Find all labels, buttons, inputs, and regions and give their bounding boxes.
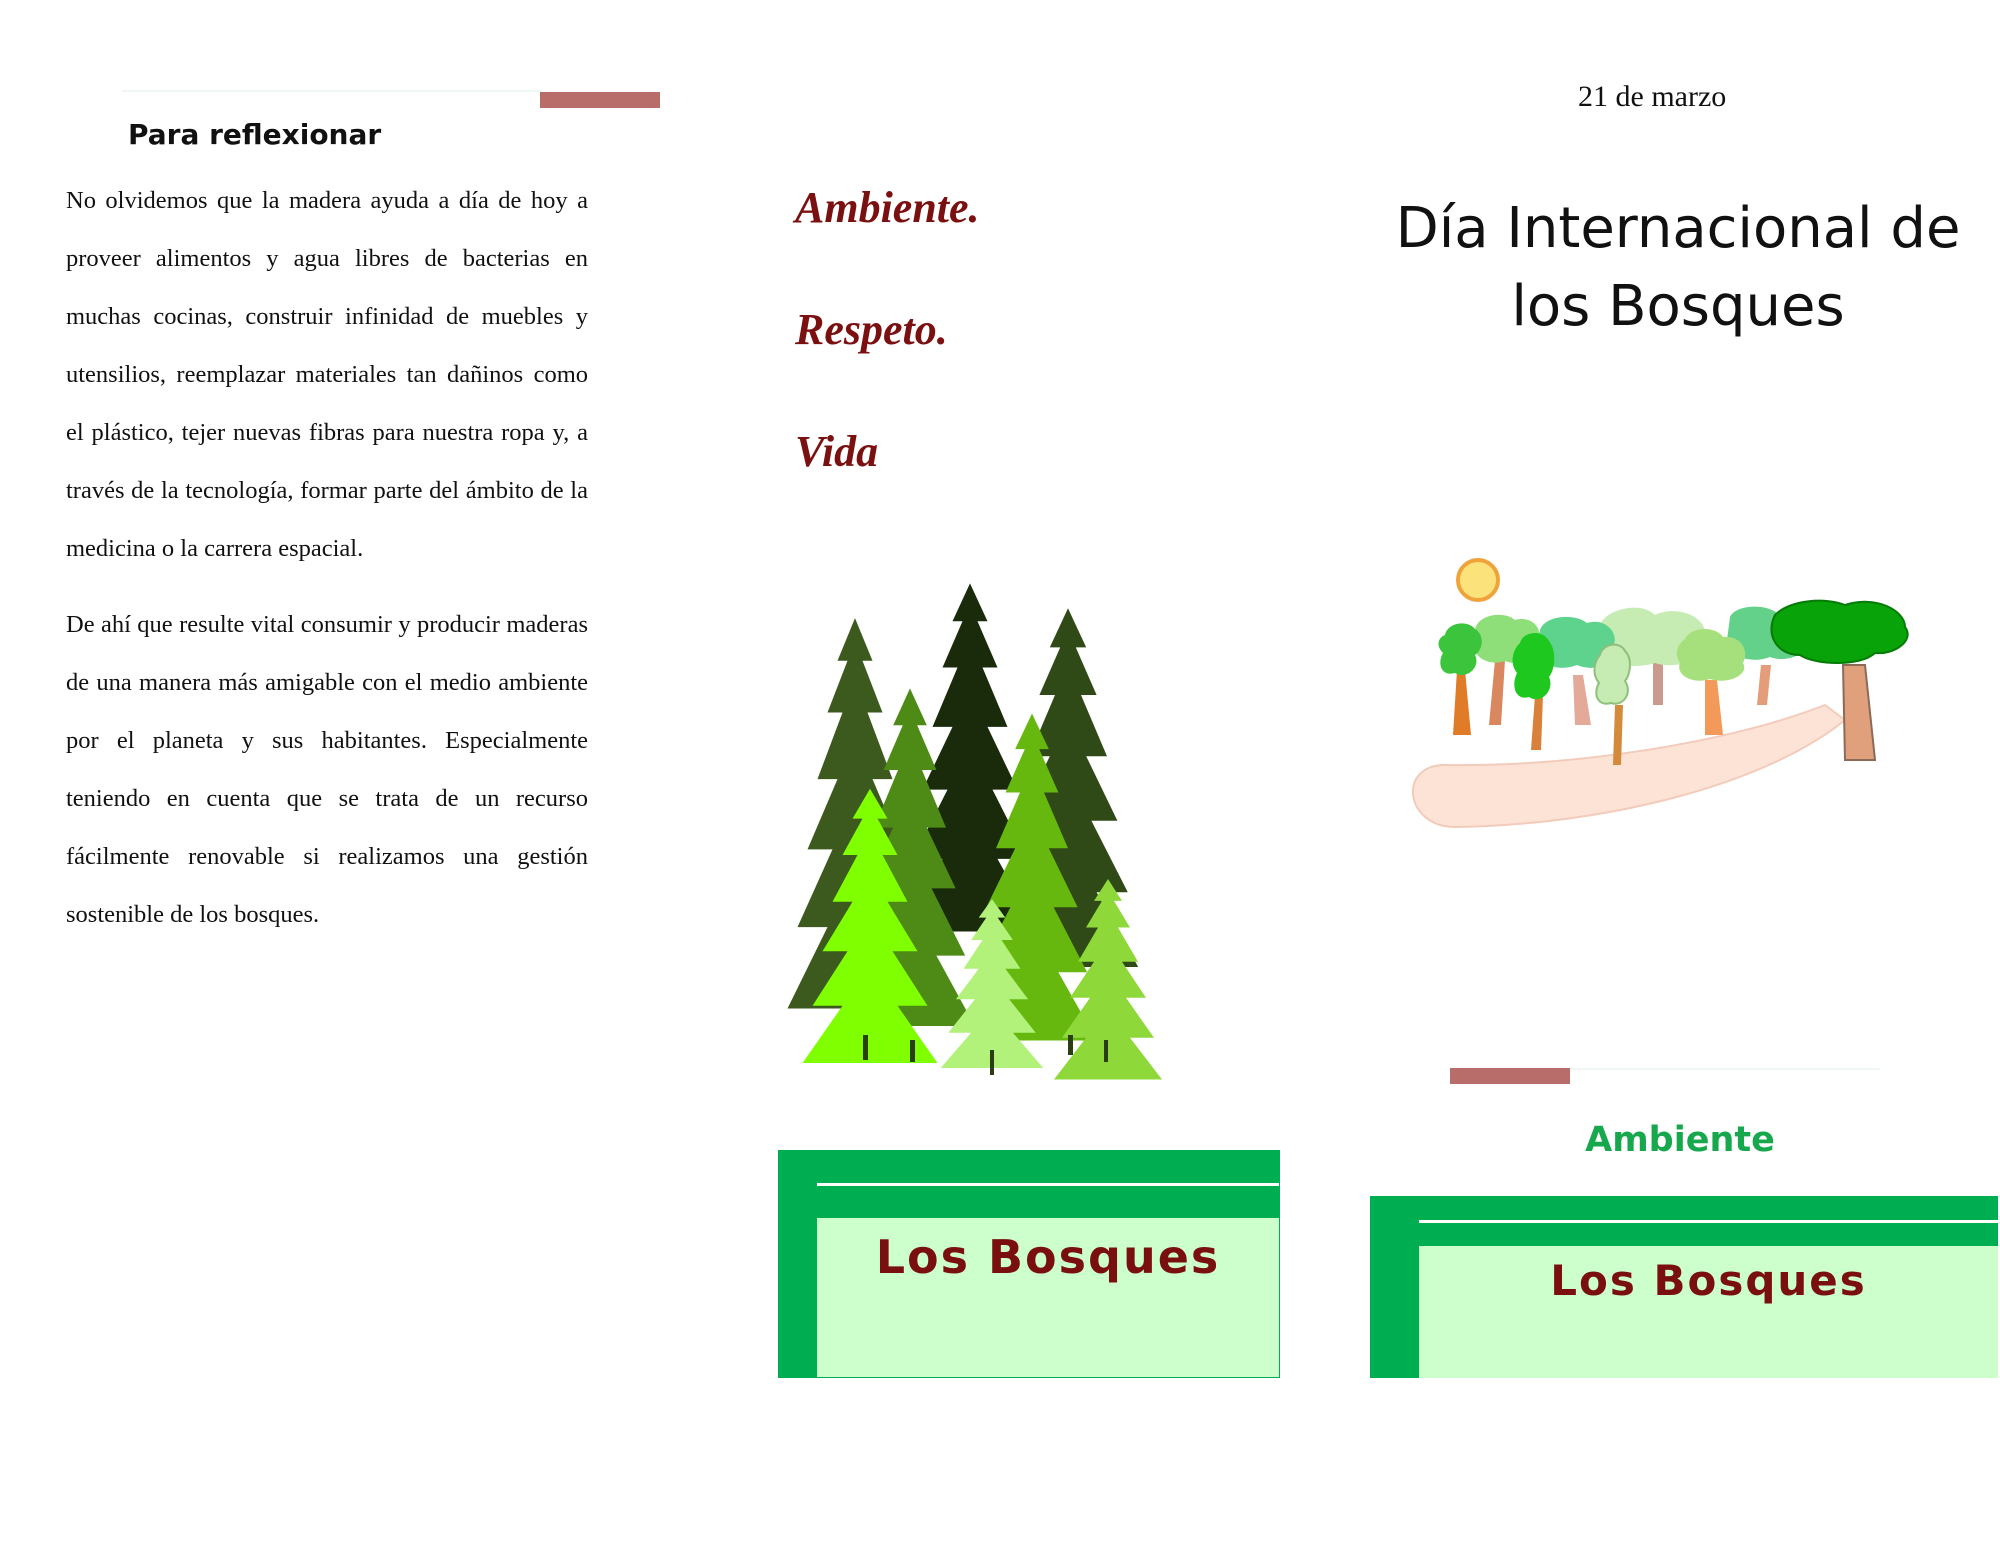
event-date: 21 de marzo bbox=[1578, 80, 1727, 113]
box-title: Los Bosques bbox=[1550, 1256, 1867, 1305]
word-vida: Vida bbox=[795, 427, 879, 476]
page-title: Día Internacional de los Bosques bbox=[1395, 196, 1961, 339]
los-bosques-box-right bbox=[1370, 1196, 1998, 1378]
word-ambiente: Ambiente. bbox=[795, 183, 980, 232]
sun-icon bbox=[1458, 560, 1498, 600]
word-respeto: Respeto. bbox=[795, 305, 948, 354]
box-title: Los Bosques bbox=[875, 1230, 1221, 1284]
los-bosques-box-middle bbox=[778, 1150, 1280, 1378]
bottom-rule-line bbox=[1570, 1068, 1880, 1070]
bottom-accent-bar bbox=[1450, 1068, 1570, 1084]
paragraph-1: No olvidemos que la madera ayuda a día de hoy a proveer alimentos y agua libres de bacterias en muchas cocinas, construir infinidad de muebles y utensilios, reemplazar materiales tan dañinos como el plástico, tejer nuevas fibras para nuestra ropa y, a través de la tecnología, formar parte del ámbito de la medicina o la carrera espacial. bbox=[66, 187, 588, 562]
subtitle-ambiente: Ambiente bbox=[1585, 1120, 1775, 1160]
pine-forest-illustration bbox=[770, 580, 1180, 1080]
paragraph-2: De ahí que resulte vital consumir y producir maderas de una manera más amigable con el medio ambiente por el planeta y sus habitantes. Especialmente teniendo en cuenta que se trata de un recurso fácilmente renovable si realizamos una gestión sostenible de los bosques. bbox=[66, 611, 588, 928]
section-heading: Para reflexionar bbox=[128, 118, 382, 151]
top-rule-line bbox=[122, 90, 542, 92]
cartoon-forest-illustration bbox=[1405, 555, 1950, 840]
forest-path bbox=[1413, 705, 1845, 827]
tree-canopies bbox=[1439, 601, 1908, 704]
top-accent-bar bbox=[540, 92, 660, 108]
